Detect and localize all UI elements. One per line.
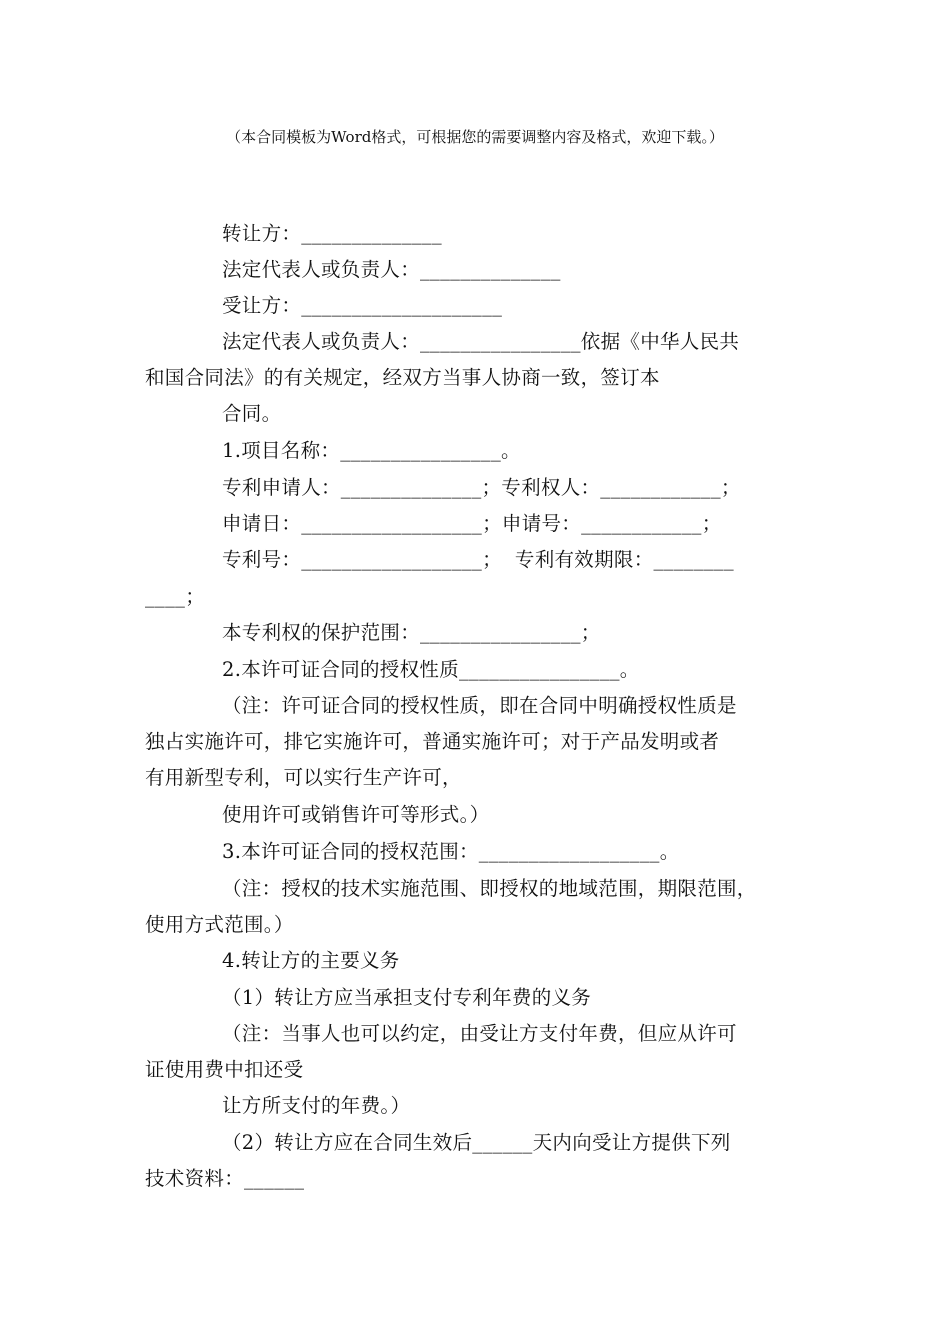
document-line: 法定代表人或负责人：________________依据《中华人民共: [222, 330, 740, 353]
header-note: （本合同模板为Word格式，可根据您的需要调整内容及格式，欢迎下载。）: [226, 128, 724, 146]
document-line: 受让方：____________________: [222, 294, 503, 317]
document-line: 让方所支付的年费。）: [222, 1094, 411, 1117]
document-line: 转让方：______________: [222, 222, 442, 245]
document-line: ____；: [145, 585, 205, 608]
document-line: 本专利权的保护范围：________________；: [222, 621, 601, 644]
document-line: 独占实施许可，排它实施许可，普通实施许可；对于产品发明或者: [145, 730, 720, 753]
document-line: 合同。: [222, 402, 282, 425]
document-line: （2）转让方应在合同生效后______天内向受让方提供下列: [222, 1131, 731, 1154]
document-line: 专利申请人：______________；专利权人：____________；: [222, 476, 741, 499]
document-line: （注：当事人也可以约定，由受让方支付年费，但应从许可: [222, 1022, 737, 1045]
document-line: 1.项目名称：________________。: [222, 439, 521, 462]
document-line: （1）转让方应当承担支付专利年费的义务: [222, 986, 592, 1009]
document-line: 专利号：__________________； 专利有效期限：________: [222, 548, 734, 571]
document-line: 4.转让方的主要义务: [222, 949, 400, 972]
document-line: 有用新型专利，可以实行生产许可，: [145, 766, 462, 789]
document-line: 法定代表人或负责人：______________: [222, 258, 561, 281]
document-line: 使用方式范围。）: [145, 913, 294, 936]
document-line: 申请日：__________________；申请号：____________；: [222, 512, 722, 535]
document-line: 使用许可或销售许可等形式。）: [222, 803, 490, 826]
document-line: 和国合同法》的有关规定，经双方当事人协商一致，签订本: [145, 366, 660, 389]
document-line: （注：许可证合同的授权性质，即在合同中明确授权性质是: [222, 694, 737, 717]
document-line: （注：授权的技术实施范围、即授权的地域范围，期限范围，: [222, 877, 757, 900]
document-line: 技术资料：______: [145, 1167, 305, 1190]
document-line: 3.本许可证合同的授权范围：__________________。: [222, 840, 680, 863]
document-line: 证使用费中扣还受: [145, 1058, 304, 1081]
document-line: 2.本许可证合同的授权性质________________。: [222, 658, 640, 681]
